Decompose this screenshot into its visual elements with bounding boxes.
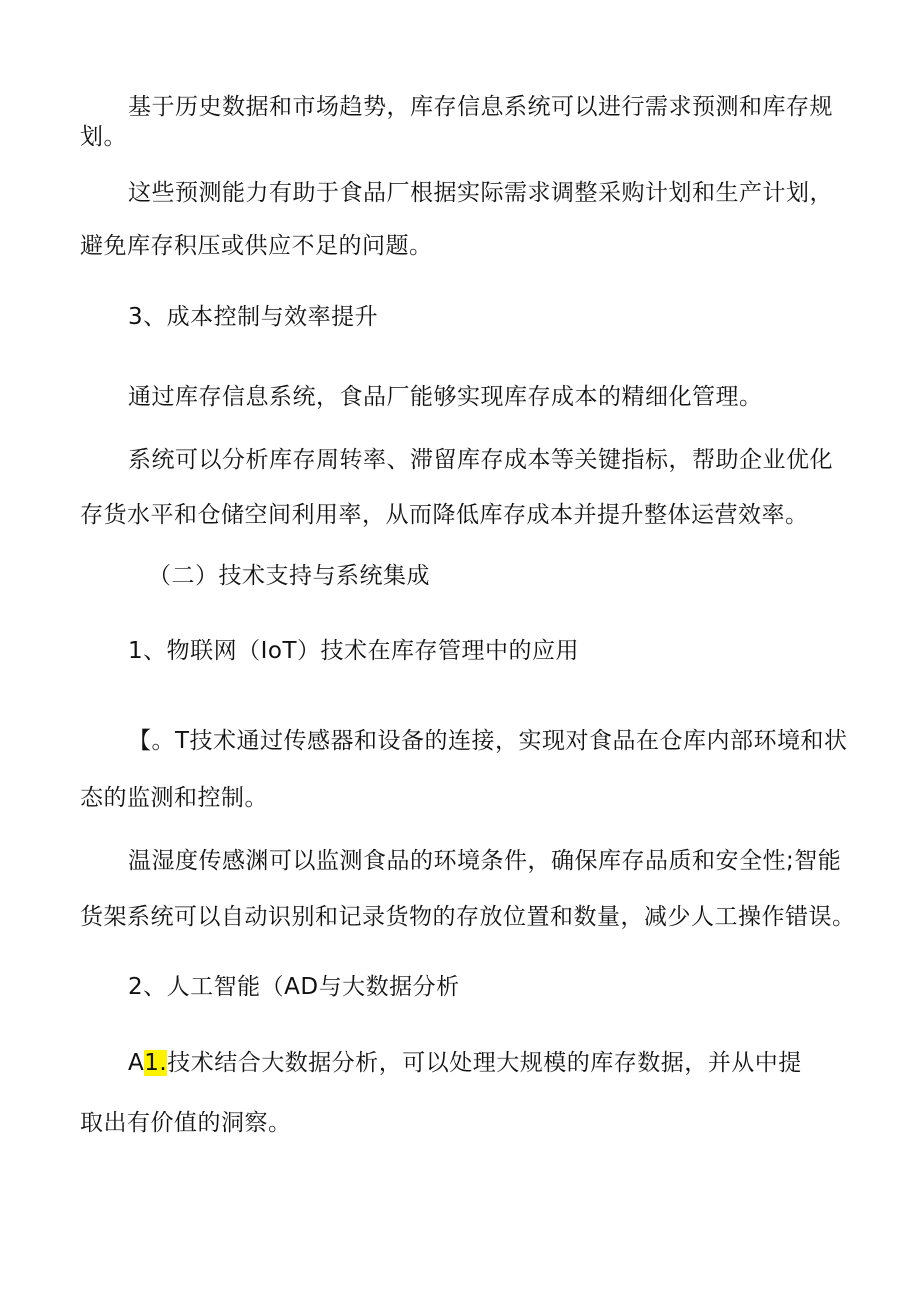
paragraph-forecast-ability-line-2: 避免库存积压或供应不足的问题。 (80, 233, 433, 259)
heading-cost-control: 3、成本控制与效率提升 (128, 304, 379, 330)
paragraph-sensors-line-1: 温湿度传感渊可以监测食品的环境条件，确保库存品质和安全性;智能 (128, 848, 842, 874)
paragraph-ai-line-1 (128, 1048, 802, 1078)
paragraph-sensors-line-2: 货架系统可以自动识别和记录货物的存放位置和数量，减少人工操作错误。 (80, 904, 856, 930)
paragraph-system-analysis-line-1: 系统可以分析库存周转率、滞留库存成本等关键指标，帮助企业优化 (128, 447, 833, 473)
paragraph-iot-line-2: 态的监测和控制。 (80, 785, 268, 811)
heading-ai-big-data: 2、人工智能（AD与大数据分析 (128, 974, 460, 1000)
paragraph-demand-forecast-line-2: 划。 (80, 124, 127, 150)
paragraph-ai-line-2: 取出有价值的洞察。 (80, 1110, 292, 1136)
paragraph-forecast-ability-line-1: 这些预测能力有助于食品厂根据实际需求调整采购计划和生产计划， (128, 180, 833, 206)
highlighted-text: 1. (144, 1050, 168, 1076)
paragraph-cost-management: 通过库存信息系统，食品厂能够实现库存成本的精细化管理。 (128, 384, 763, 410)
paragraph-ai-prefix: A (128, 1050, 145, 1076)
paragraph-ai-rest: 技术结合大数据分析，可以处理大规模的库存数据，并从中提 (167, 1050, 802, 1076)
heading-iot: 1、物联网（IoT）技术在库存管理中的应用 (128, 638, 580, 664)
paragraph-iot-line-1: 【。T技术通过传感器和设备的连接，实现对食品在仓库内部环境和状 (128, 728, 848, 754)
section-heading-tech-support: （二）技术支持与系统集成 (148, 563, 430, 589)
paragraph-system-analysis-line-2: 存货水平和仓储空间利用率，从而降低库存成本并提升整体运营效率。 (80, 502, 809, 528)
paragraph-demand-forecast-line-1: 基于历史数据和市场趋势，库存信息系统可以进行需求预测和库存规 (128, 94, 833, 120)
